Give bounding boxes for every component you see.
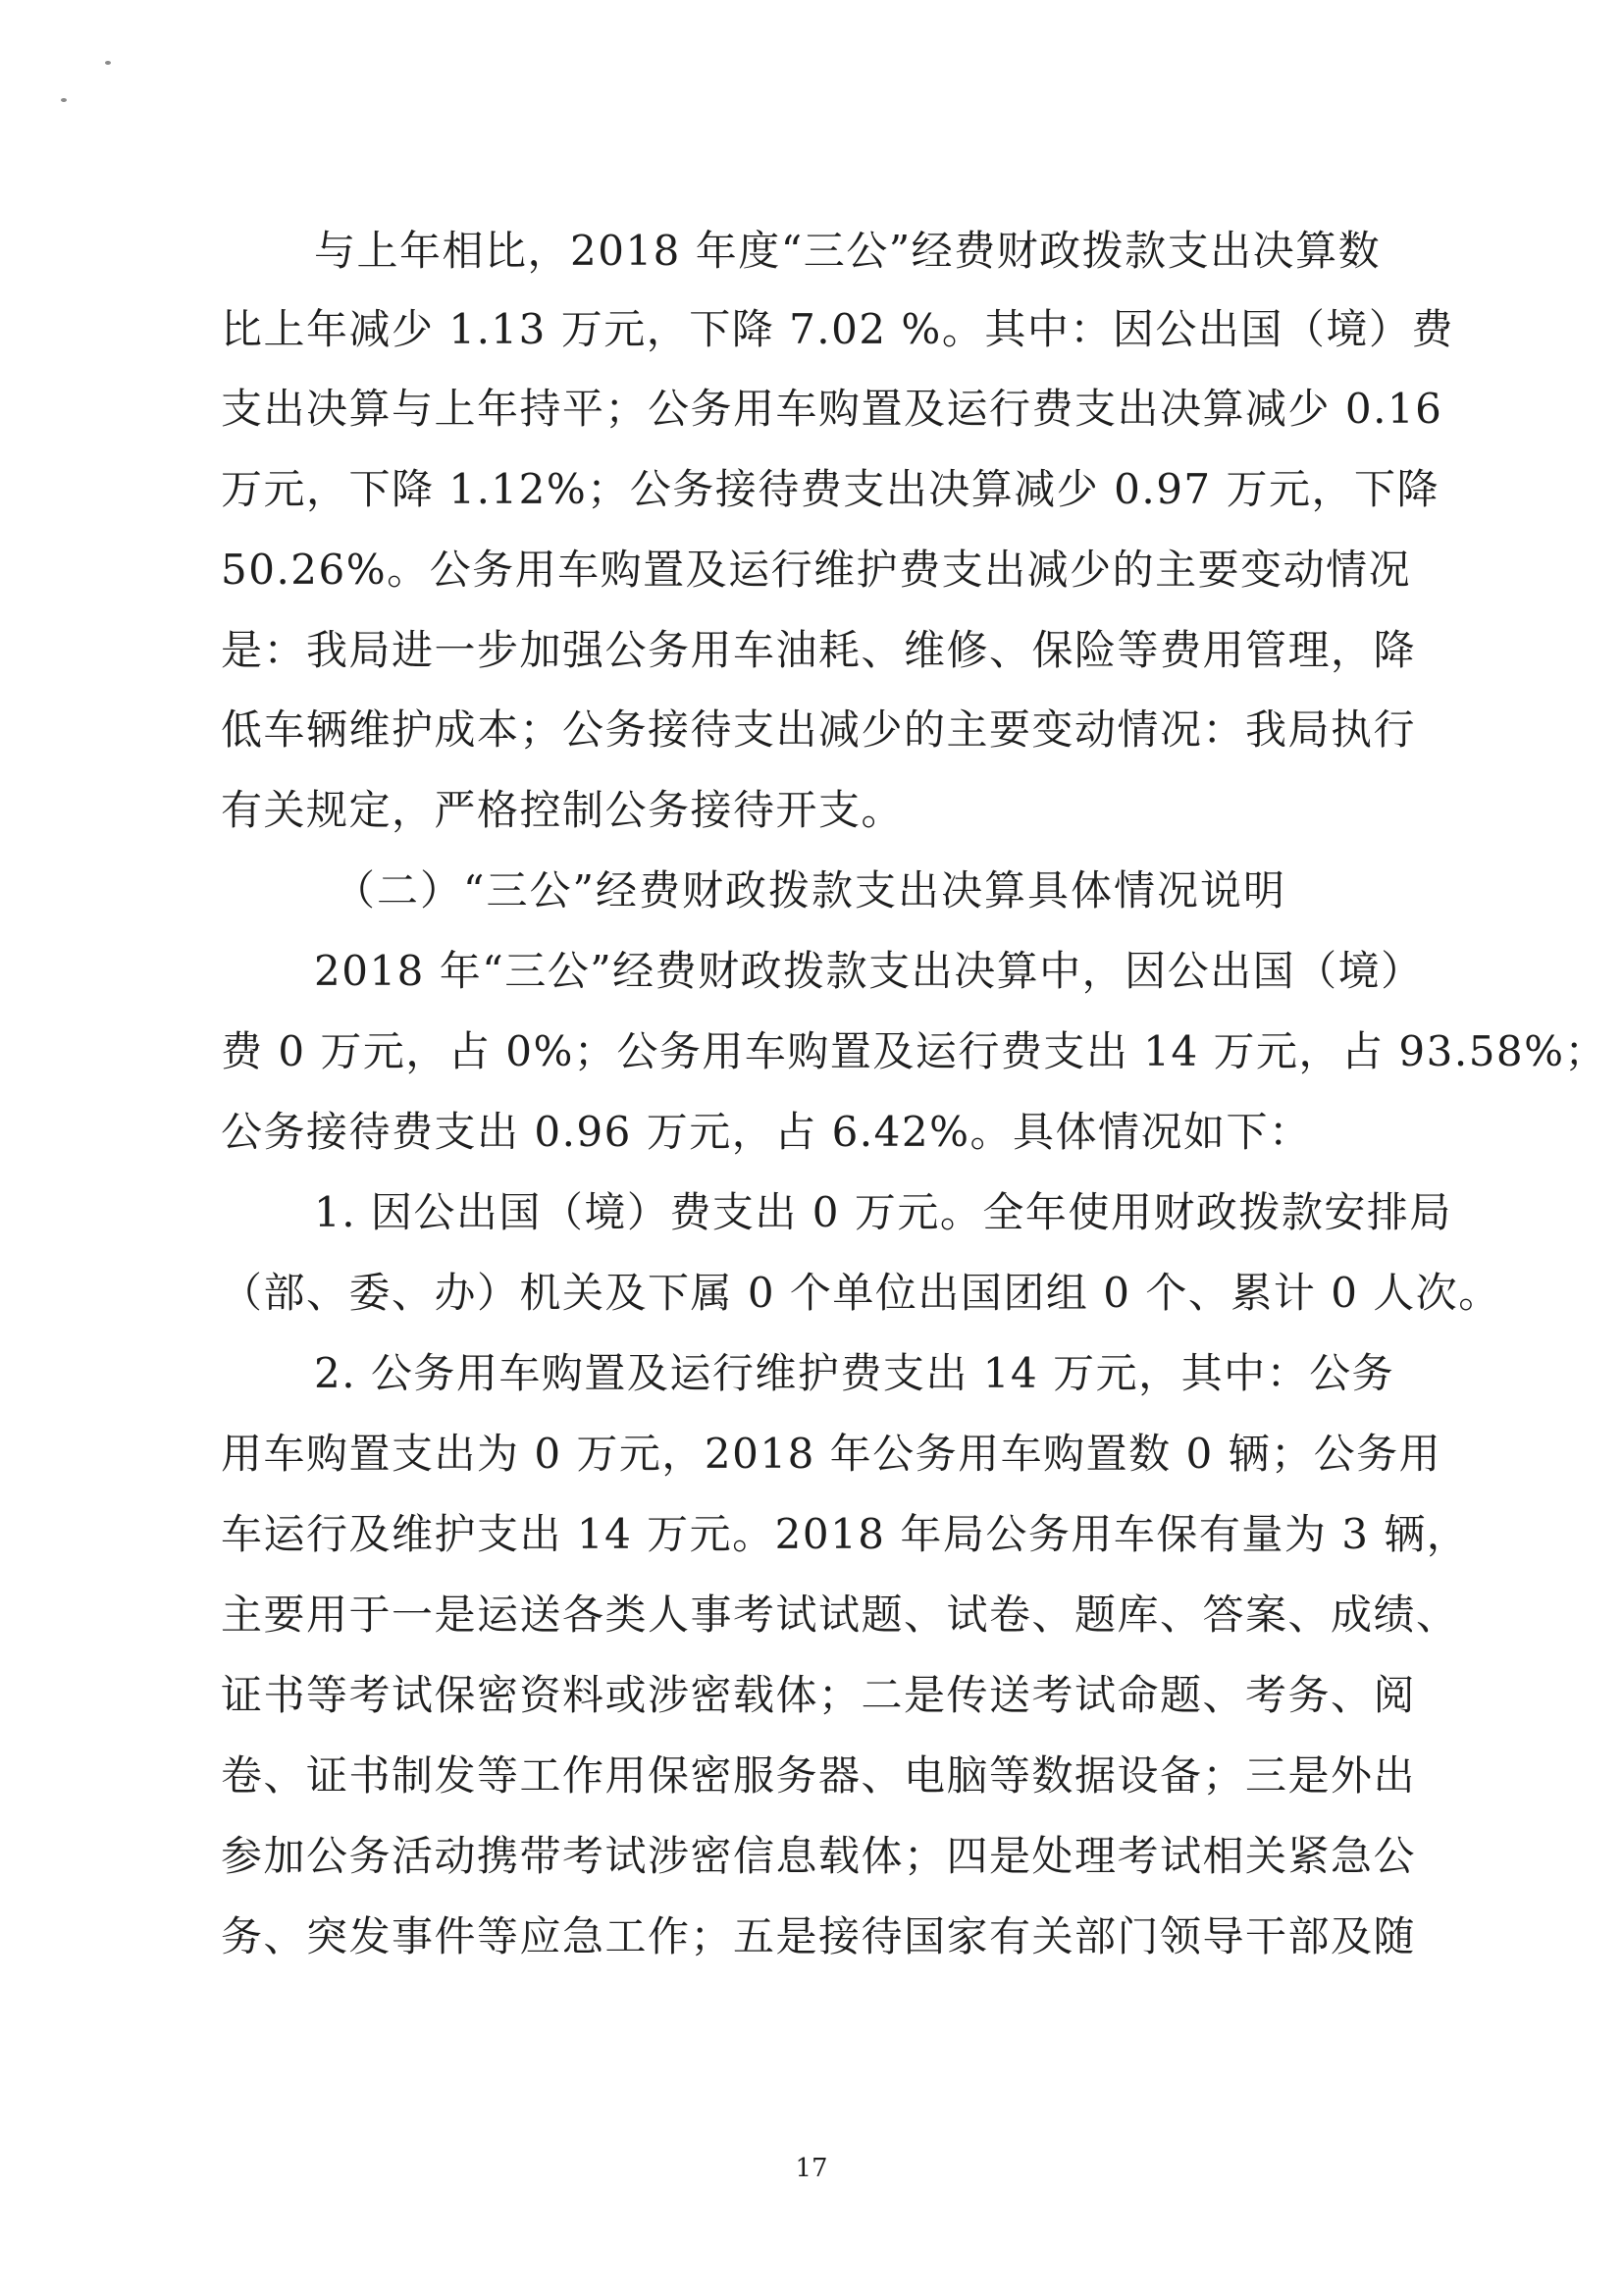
paragraph-line: 万元，下降 1.12%；公务接待费支出决算减少 0.97 万元，下降 [221, 465, 1440, 513]
list-item-2-line: 务、突发事件等应急工作；五是接待国家有关部门领导干部及随 [221, 1912, 1417, 1960]
list-item-2-line: 2. 公务用车购置及运行维护费支出 14 万元，其中：公务 [314, 1349, 1395, 1397]
paragraph-line: 2018 年“三公”经费财政拨款支出决算中，因公出国（境） [314, 947, 1424, 995]
scan-speck [61, 98, 67, 102]
list-item-2-line: 卷、证书制发等工作用保密服务器、电脑等数据设备；三是外出 [221, 1751, 1417, 1800]
scan-speck [105, 61, 111, 65]
list-item-2-line: 用车购置支出为 0 万元，2018 年公务用车购置数 0 辆；公务用 [221, 1430, 1442, 1478]
paragraph-line: 支出决算与上年持平；公务用车购置及运行费支出决算减少 0.16 [221, 385, 1443, 433]
list-item-2-line: 车运行及维护支出 14 万元。2018 年局公务用车保有量为 3 辆， [221, 1510, 1470, 1558]
list-item-2-line: 主要用于一是运送各类人事考试试题、试卷、题库、答案、成绩、 [221, 1591, 1459, 1639]
paragraph-line: 低车辆维护成本；公务接待支出减少的主要变动情况：我局执行 [221, 705, 1417, 754]
paragraph-line: 费 0 万元，占 0%；公务用车购置及运行费支出 14 万元，占 93.58%； [221, 1027, 1608, 1075]
paragraph-line: 公务接待费支出 0.96 万元，占 6.42%。具体情况如下： [221, 1108, 1312, 1156]
page-number: 17 [795, 2154, 828, 2183]
section-heading: （二）“三公”经费财政拨款支出决算具体情况说明 [334, 866, 1286, 914]
paragraph-line: 50.26%。公务用车购置及运行维护费支出减少的主要变动情况 [221, 546, 1412, 594]
paragraph-line: 比上年减少 1.13 万元，下降 7.02 %。其中：因公出国（境）费 [221, 305, 1454, 353]
list-item-2-line: 证书等考试保密资料或涉密载体；二是传送考试命题、考务、阅 [221, 1671, 1417, 1719]
paragraph-line: 与上年相比，2018 年度“三公”经费财政拨款支出决算数 [314, 227, 1382, 275]
list-item-1-line: （部、委、办）机关及下属 0 个单位出国团组 0 个、累计 0 人次。 [221, 1269, 1501, 1317]
paragraph-line: 有关规定，严格控制公务接待开支。 [221, 786, 905, 834]
paragraph-line: 是：我局进一步加强公务用车油耗、维修、保险等费用管理，降 [221, 626, 1417, 674]
list-item-2-line: 参加公务活动携带考试涉密信息载体；四是处理考试相关紧急公 [221, 1832, 1417, 1880]
list-item-1-line: 1. 因公出国（境）费支出 0 万元。全年使用财政拨款安排局 [314, 1188, 1452, 1236]
